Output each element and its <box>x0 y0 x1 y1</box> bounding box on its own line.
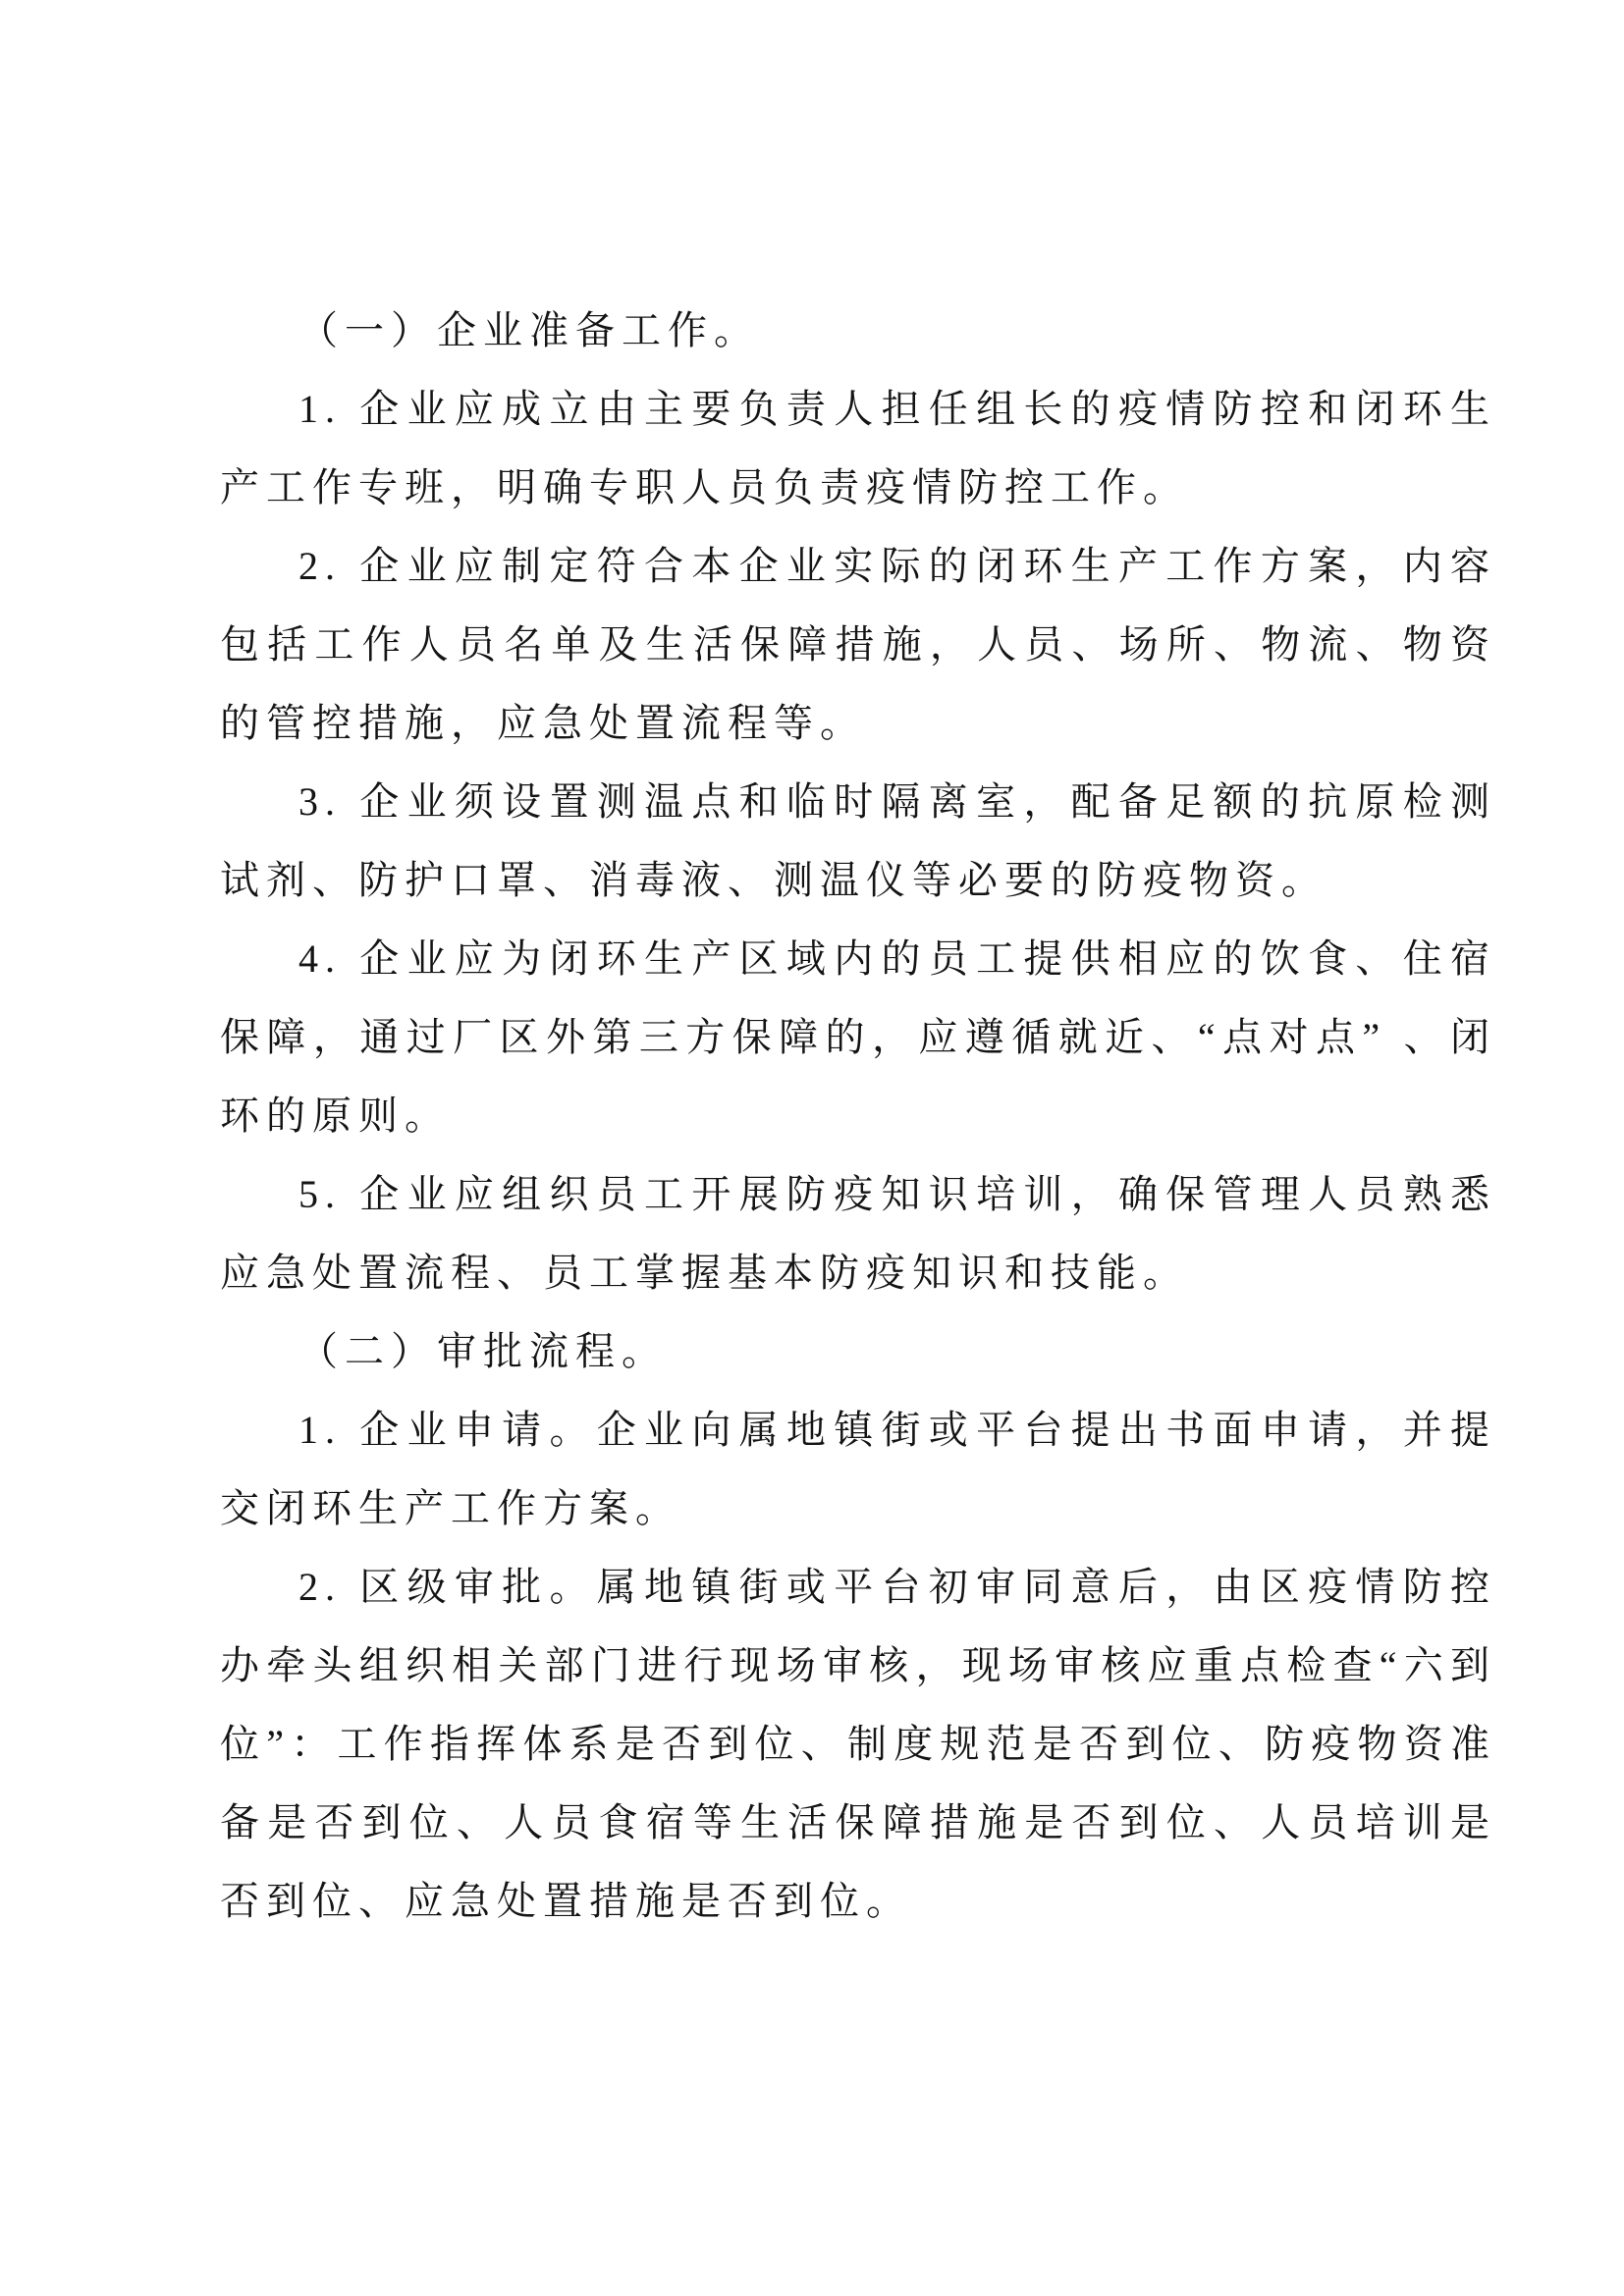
paragraph: 4. 企业应为闭环生产区域内的员工提供相应的饮食、住宿保障，通过厂区外第三方保障的，应遵循就近、“点对点” 、闭环的原则。 <box>220 936 1496 1138</box>
paragraph: 2. 企业应制定符合本企业实际的闭环生产工作方案，内容包括工作人员名单及生活保障措施，人员、场所、物流、物资的管控措施，应急处置流程等。 <box>220 544 1496 745</box>
paragraph: 1. 企业应成立由主要负责人担任组长的疫情防控和闭环生产工作专班，明确专职人员负责疫情防控工作。 <box>220 387 1496 509</box>
document-body <box>220 292 1496 1941</box>
paragraph: （二）审批流程。 <box>298 1329 668 1373</box>
paragraph: （一）企业准备工作。 <box>298 308 760 352</box>
paragraph: 3. 企业须设置测温点和临时隔离室，配备足额的抗原检测试剂、防护口罩、消毒液、测温仪等必要的防疫物资。 <box>220 779 1496 902</box>
paragraph: 5. 企业应组织员工开展防疫知识培训，确保管理人员熟悉应急处置流程、员工掌握基本防疫知识和技能。 <box>220 1172 1496 1295</box>
paragraph: 2. 区级审批。属地镇街或平台初审同意后，由区疫情防控办牵头组织相关部门进行现场审核，现场审核应重点检查“六到位”：工作指挥体系是否到位、制度规范是否到位、防疫物资准备是否到位、人员食宿等生活保障措施是否到位、人员培训是否到位、应急处置措施是否到位。 <box>220 1565 1496 1923</box>
paragraph: 1. 企业申请。企业向属地镇街或平台提出书面申请，并提交闭环生产工作方案。 <box>220 1408 1496 1530</box>
